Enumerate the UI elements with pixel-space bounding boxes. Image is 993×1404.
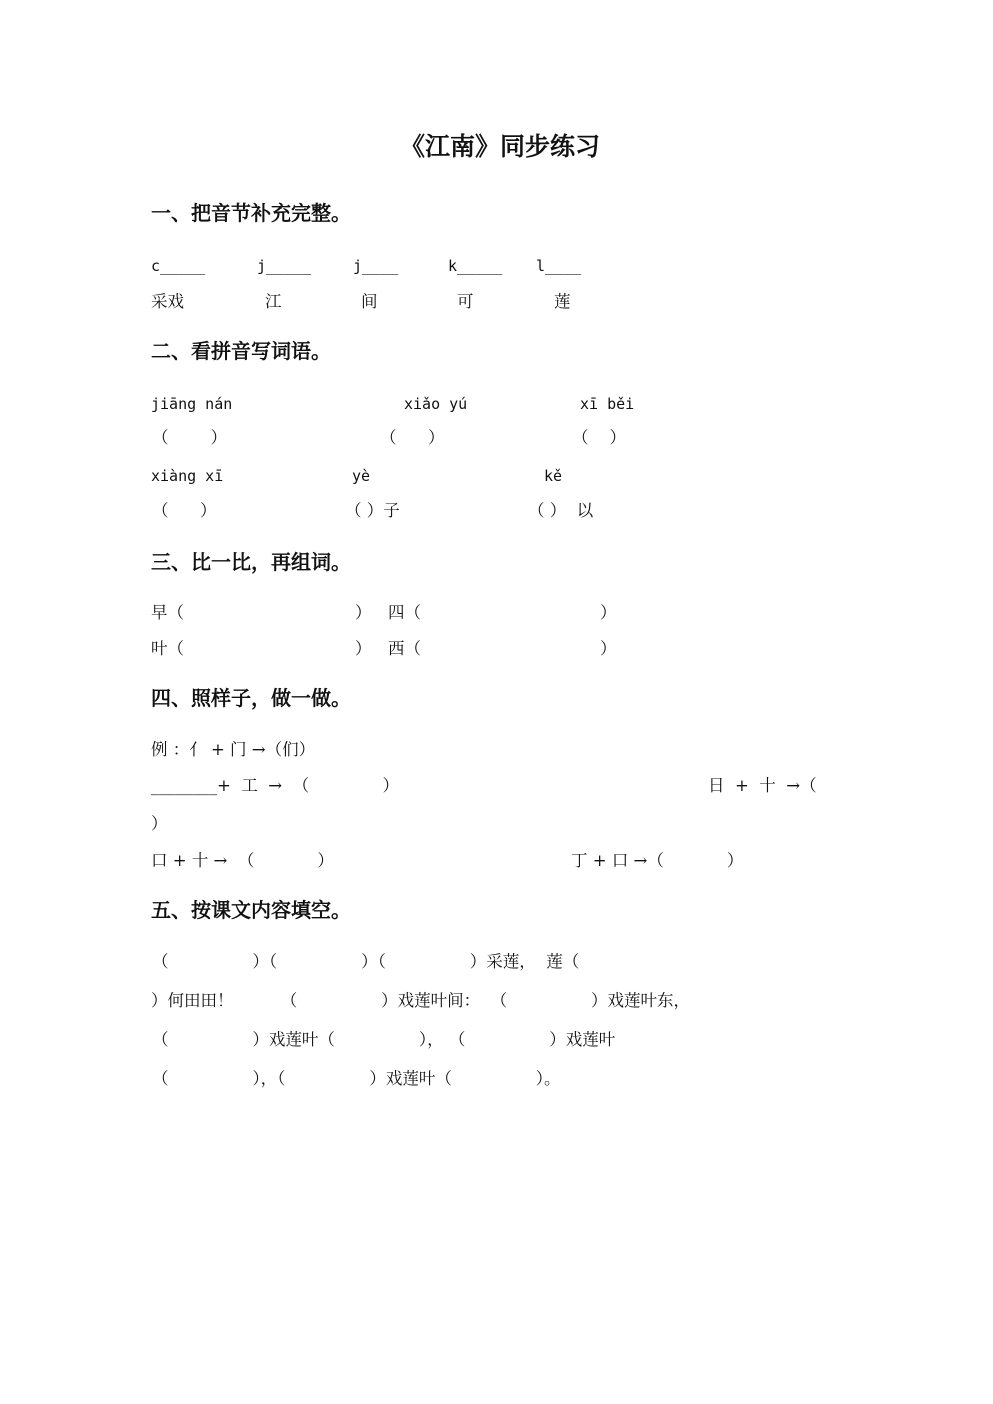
compare-close-left: ） [355, 603, 372, 622]
pinyin-prompt: xiǎo yú [404, 395, 468, 413]
syllable-character: 可 [457, 292, 474, 311]
syllable-blank: c_____ [151, 257, 206, 275]
answer-blank: （ ） [152, 428, 227, 447]
section-5-heading: 五、按课文内容填空。 [151, 898, 351, 922]
answer-blank: （ ）子 [345, 501, 400, 520]
pinyin-prompt: xiàng xī [151, 467, 224, 485]
compare-char-left: 叶（ [151, 639, 184, 658]
fill-line: （ ），（ ）戏莲叶（ ）。 [152, 1069, 561, 1088]
compare-close-right: ） [600, 639, 617, 658]
section-1-heading: 一、把音节补充完整。 [151, 201, 351, 225]
pinyin-prompt: yè [352, 467, 371, 485]
answer-blank: （ ） [380, 428, 445, 447]
exercise-line: 丁 + 口 →（ ） [571, 851, 744, 870]
exercise-line: 日 + 十 →（ [708, 776, 817, 795]
exercise-close: ） [151, 814, 168, 833]
fill-line: （ ）戏莲叶（ ）， （ ）戏莲叶 [152, 1030, 616, 1049]
page-title: 《江南》同步练习 [399, 132, 600, 161]
exercise-line: ________+ 工 → （ ） [151, 776, 400, 795]
answer-blank: （ ） [572, 428, 626, 447]
syllable-blank: j_____ [257, 257, 312, 275]
answer-blank: （ ） [152, 501, 217, 520]
syllable-character: 间 [361, 292, 378, 311]
pinyin-prompt: xī běi [580, 395, 635, 413]
syllable-character: 江 [265, 292, 282, 311]
example-line: 例 ：亻 + 门 →（们） [151, 740, 316, 759]
compare-char-right: 四（ [388, 603, 421, 622]
syllable-blank: l____ [536, 257, 582, 275]
syllable-blank: k_____ [448, 257, 503, 275]
compare-close-right: ） [600, 603, 617, 622]
fill-line: ）何田田！ （ ）戏莲叶间： （ ）戏莲叶东， [151, 991, 691, 1010]
answer-blank: （ ） 以 [528, 501, 594, 520]
exercise-line: 口 + 十 → （ ） [151, 851, 334, 870]
compare-char-left: 早（ [151, 603, 184, 622]
section-2-heading: 二、看拼音写词语。 [151, 339, 331, 363]
syllable-blank: j____ [353, 257, 399, 275]
section-4-heading: 四、照样子，做一做。 [151, 686, 351, 710]
pinyin-prompt: jiāng nán [151, 395, 233, 413]
pinyin-prompt: kě [544, 467, 563, 485]
syllable-character: 莲 [554, 292, 571, 311]
section-3-heading: 三、比一比，再组词。 [151, 550, 351, 574]
syllable-character: 采戏 [151, 292, 184, 311]
fill-line: （ ）（ ）（ ）采莲， 莲（ [152, 952, 580, 971]
compare-close-left: ） [355, 639, 372, 658]
compare-char-right: 西（ [388, 639, 421, 658]
